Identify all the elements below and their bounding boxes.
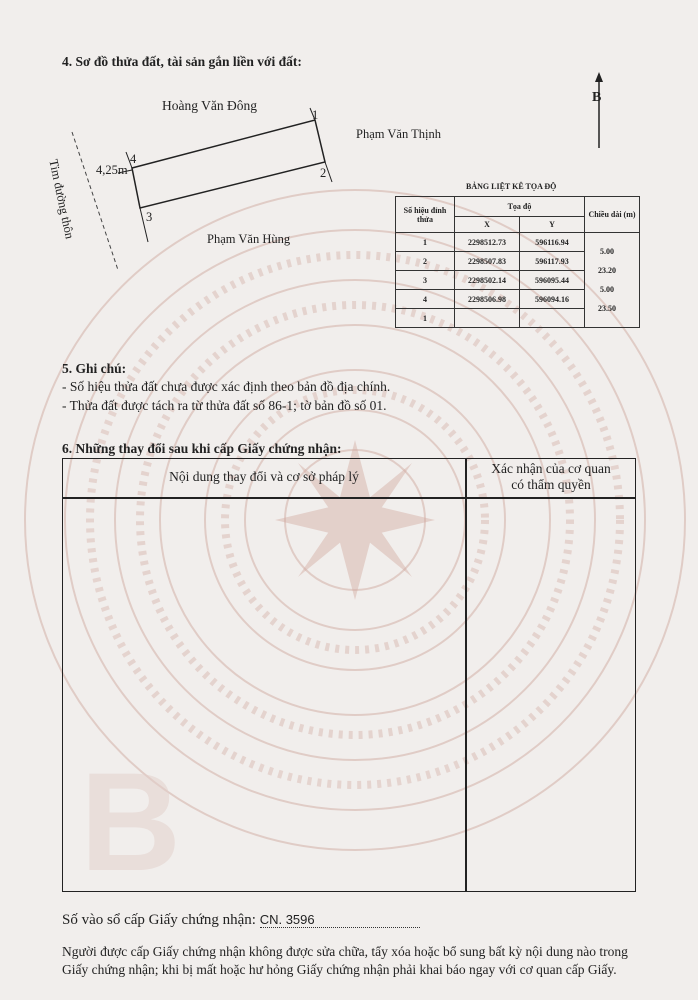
neighbor-top: Hoàng Văn Đông <box>162 98 257 113</box>
width-label: 4,25m <box>96 163 128 177</box>
changes-table <box>62 458 636 892</box>
col-coord-header: Tọa độ <box>455 197 585 217</box>
registry-value: CN. 3596 <box>260 912 420 928</box>
footer-line-2: Giấy chứng nhận; khi bị mất hoặc hư hỏng Giấy chứng nhận phải khai báo ngay với cơ quan cấp Giấy. <box>62 962 617 977</box>
note-1: - Số hiệu thửa đất chưa được xác định theo bản đồ địa chính. <box>62 379 391 394</box>
col-length-header: Chiều dài (m) <box>585 197 640 233</box>
road-label: Tim đường thôn <box>46 158 77 241</box>
col-confirm-header-2: có thẩm quyền <box>511 477 591 492</box>
col-vertex-header: Số hiệu đỉnh thửa <box>396 197 455 233</box>
coord-table-title: BẢNG LIỆT KÊ TỌA ĐỘ <box>466 182 557 191</box>
section4-heading: 4. Sơ đồ thửa đất, tài sản gắn liền với đất: <box>62 54 302 69</box>
col-y-header: Y <box>520 217 585 233</box>
point-3: 3 <box>146 210 153 224</box>
neighbor-bottom: Phạm Văn Hùng <box>207 232 291 246</box>
section6-heading: 6. Những thay đổi sau khi cấp Giấy chứng nhận: <box>62 441 342 456</box>
table-row: 1 2298512.73 596116.94 <box>396 233 640 252</box>
col-content-header: Nội dung thay đổi và cơ sở pháp lý <box>169 469 359 484</box>
registry-label: Số vào sổ cấp Giấy chứng nhận: <box>62 912 256 928</box>
note-2: - Thửa đất được tách ra từ thửa đất số 86-1; tờ bản đồ số 01. <box>62 398 387 413</box>
section5-heading: 5. Ghi chú: <box>62 361 127 376</box>
length-2: 23.20 <box>598 266 616 275</box>
point-1: 1 <box>312 108 319 122</box>
length-4: 23.50 <box>598 304 616 313</box>
registry-line <box>62 912 420 929</box>
north-arrow-icon <box>592 72 606 150</box>
point-2: 2 <box>320 166 327 180</box>
svg-text:B: B <box>80 743 182 900</box>
table-row: 3 2298502.14 596095.44 <box>396 271 640 290</box>
neighbor-right: Phạm Văn Thịnh <box>356 127 441 141</box>
length-1: 5.00 <box>600 247 614 256</box>
table-row: 4 2298506.98 596094.16 <box>396 290 640 309</box>
north-label: B <box>592 90 602 105</box>
road-centerline <box>72 132 118 270</box>
table-row: 1 <box>396 309 640 328</box>
parcel-boundary <box>132 120 325 208</box>
footer-line-1: Người được cấp Giấy chứng nhận không được sửa chữa, tẩy xóa hoặc bổ sung bất kỳ nội dung nào trong <box>62 944 628 959</box>
col-x-header: X <box>455 217 520 233</box>
table-row: 2 2298507.83 596117.93 <box>396 252 640 271</box>
point-4: 4 <box>130 152 137 166</box>
col-confirm-header-1: Xác nhận của cơ quan <box>491 461 611 476</box>
length-3: 5.00 <box>600 285 614 294</box>
